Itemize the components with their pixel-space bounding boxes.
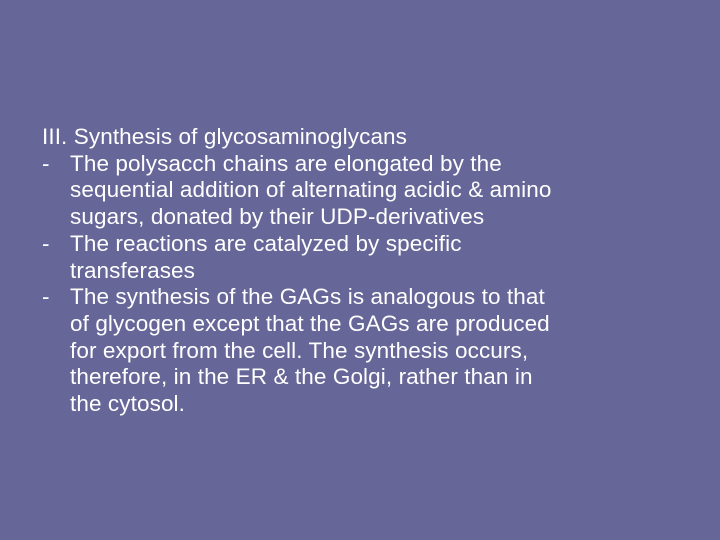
slide-body	[42, 124, 682, 418]
bullet-item	[42, 284, 682, 418]
slide-heading: III. Synthesis of glycosaminoglycans	[42, 124, 408, 149]
bullet-dash: -	[42, 230, 50, 256]
bullet-item	[42, 231, 682, 284]
bullet-text-line: The polysacch chains are elongated by the	[70, 150, 502, 176]
bullet-text-line: sugars, donated by their UDP-derivatives	[70, 204, 485, 230]
bullet-text-line: therefore, in the ER & the Golgi, rather than in	[70, 364, 533, 390]
bullet-text-line: The reactions are catalyzed by specific	[70, 230, 462, 256]
bullet-item	[42, 151, 682, 231]
bullet-text-line: sequential addition of alternating acidic & amino	[70, 177, 552, 203]
bullet-dash: -	[42, 284, 50, 310]
bullet-text-line: The synthesis of the GAGs is analogous to that	[70, 284, 545, 310]
bullet-dash: -	[42, 150, 50, 176]
bullet-text-line: the cytosol.	[70, 391, 186, 417]
bullet-text-line: for export from the cell. The synthesis occurs,	[70, 337, 529, 363]
bullet-list	[42, 151, 682, 418]
bullet-text-line: of glycogen except that the GAGs are produced	[70, 310, 550, 336]
bullet-text-line: transferases	[70, 257, 196, 283]
